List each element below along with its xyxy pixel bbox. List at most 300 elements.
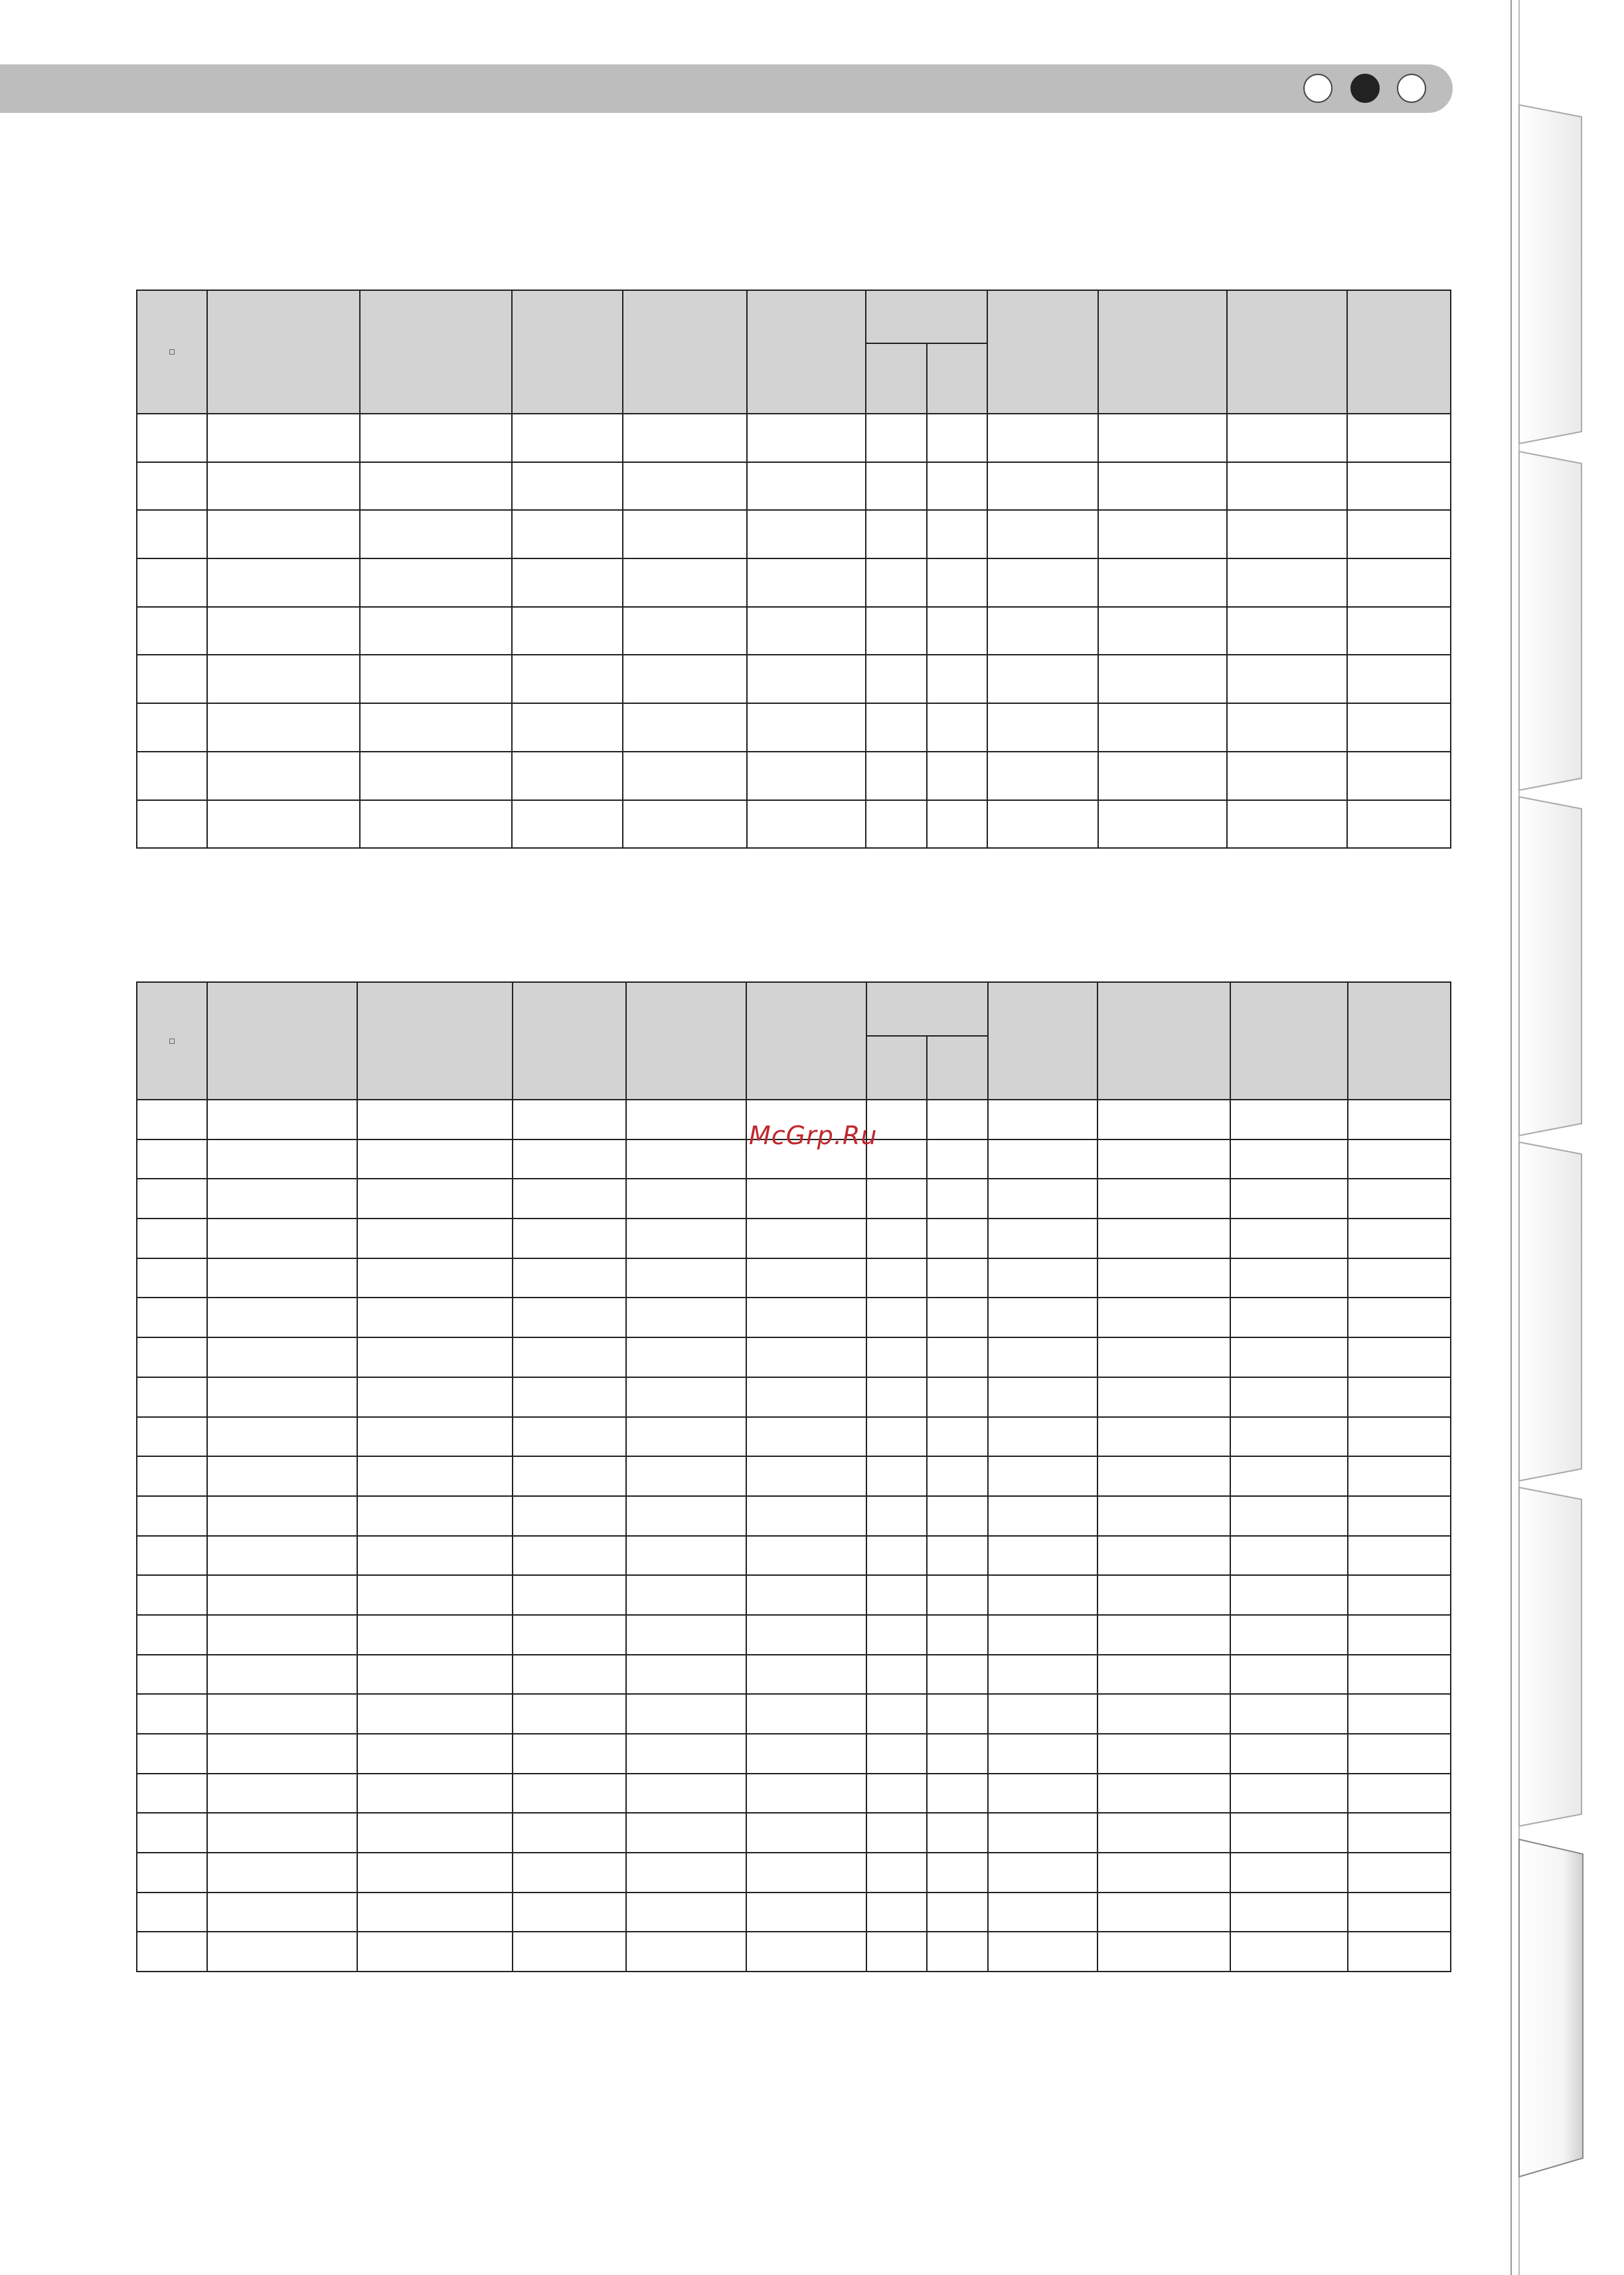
table2-cell	[1348, 1496, 1451, 1536]
table2-cell	[746, 1496, 866, 1536]
tab-2	[1519, 452, 1582, 790]
table2-cell	[626, 1575, 746, 1615]
table1-cell	[927, 752, 987, 800]
table2-cell	[207, 1100, 357, 1139]
table1-cell	[360, 462, 512, 511]
table1-cell	[866, 510, 927, 558]
table2-cell	[1348, 1853, 1451, 1893]
table2-cell	[357, 1774, 513, 1813]
table2-cell	[137, 1893, 207, 1932]
table2-cell	[866, 1496, 927, 1536]
table2-cell	[626, 1496, 746, 1536]
table2-cell	[137, 1694, 207, 1734]
table1-row	[137, 558, 1451, 607]
table2-header-col-2	[207, 982, 357, 1100]
table2-cell	[988, 1139, 1097, 1179]
table2-cell	[1230, 1496, 1348, 1536]
table2-cell	[1230, 1219, 1348, 1258]
table1-header-col-4	[512, 290, 623, 414]
table1-cell	[866, 655, 927, 703]
table2-cell	[357, 1298, 513, 1337]
table2-cell	[626, 1219, 746, 1258]
header-mark	[169, 1039, 175, 1044]
table1-cell	[207, 558, 360, 607]
table1-cell	[747, 558, 866, 607]
table1-cell	[137, 414, 207, 462]
table2-cell	[988, 1258, 1097, 1298]
table2-cell	[927, 1179, 988, 1219]
table1-cell	[137, 607, 207, 655]
table2-cell	[357, 1694, 513, 1734]
table2-cell	[1348, 1298, 1451, 1337]
table1-cell	[866, 607, 927, 655]
table1-cell	[1347, 607, 1451, 655]
table1-cell	[1347, 752, 1451, 800]
table2-cell	[746, 1417, 866, 1457]
table2-cell	[927, 1258, 988, 1298]
table1-cell	[747, 414, 866, 462]
table2-cell	[927, 1774, 988, 1813]
table2-cell	[1230, 1377, 1348, 1417]
table2-cell	[137, 1813, 207, 1853]
table2-cell	[866, 1774, 927, 1813]
table2-cell	[988, 1179, 1097, 1219]
table1-cell	[623, 655, 747, 703]
page-indicator-dot-3	[1397, 74, 1426, 103]
table2-cell	[927, 1417, 988, 1457]
table2-cell	[866, 1932, 927, 1972]
table2-cell	[746, 1615, 866, 1655]
table1-cell	[360, 800, 512, 849]
table2-cell	[137, 1298, 207, 1337]
table2-row	[137, 1298, 1451, 1337]
table1-cell	[1098, 752, 1227, 800]
table2-cell	[927, 1139, 988, 1179]
table2-cell	[357, 1179, 513, 1219]
table2-cell	[513, 1377, 626, 1417]
table2-cell	[626, 1694, 746, 1734]
table2-cell	[866, 1575, 927, 1615]
spec-table-1	[136, 290, 1451, 849]
table2-cell	[1348, 1734, 1451, 1774]
table1-cell	[987, 703, 1098, 752]
table2-cell	[626, 1456, 746, 1496]
table2-cell	[1348, 1219, 1451, 1258]
table2-cell	[513, 1417, 626, 1457]
table2-cell	[207, 1694, 357, 1734]
watermark-text: McGrp.Ru	[749, 1121, 878, 1150]
table2-cell	[746, 1456, 866, 1496]
table1-cell	[747, 752, 866, 800]
table2-cell	[746, 1734, 866, 1774]
table1-cell	[1347, 703, 1451, 752]
table1-cell	[1227, 655, 1347, 703]
table2-cell	[1230, 1694, 1348, 1734]
table2-cell	[866, 1813, 927, 1853]
table1-cell	[137, 703, 207, 752]
table1-header-col-9	[987, 290, 1098, 414]
table2-cell	[513, 1179, 626, 1219]
table2-cell	[207, 1298, 357, 1337]
table2-cell	[207, 1813, 357, 1853]
table2-cell	[626, 1536, 746, 1576]
table2-cell	[927, 1853, 988, 1893]
table2-cell	[927, 1893, 988, 1932]
table2-cell	[1097, 1337, 1230, 1377]
table2-cell	[988, 1932, 1097, 1972]
table2-cell	[988, 1734, 1097, 1774]
table1-cell	[137, 655, 207, 703]
table2-cell	[207, 1893, 357, 1932]
table2-cell	[1230, 1893, 1348, 1932]
table2-cell	[1348, 1377, 1451, 1417]
table2-cell	[626, 1813, 746, 1853]
table2-cell	[927, 1496, 988, 1536]
table2-cell	[626, 1932, 746, 1972]
table2-header-col-1	[137, 982, 207, 1100]
table1-cell	[866, 558, 927, 607]
tab-3	[1519, 797, 1582, 1136]
table2-cell	[1230, 1813, 1348, 1853]
table2-cell	[513, 1615, 626, 1655]
table1-cell	[1098, 414, 1227, 462]
table2-cell	[1097, 1774, 1230, 1813]
table2-cell	[988, 1298, 1097, 1337]
table2-cell	[746, 1694, 866, 1734]
table2-cell	[357, 1575, 513, 1615]
table2-cell	[357, 1853, 513, 1893]
table1-row	[137, 655, 1451, 703]
table1-cell	[137, 800, 207, 849]
table1-row	[137, 510, 1451, 558]
table2-cell	[513, 1496, 626, 1536]
table2-cell	[513, 1258, 626, 1298]
table2-cell	[357, 1377, 513, 1417]
table1-cell	[1098, 800, 1227, 849]
table2-cell	[513, 1893, 626, 1932]
table1-cell	[360, 655, 512, 703]
table2-cell	[1348, 1139, 1451, 1179]
table1-cell	[1227, 414, 1347, 462]
table1-cell	[747, 800, 866, 849]
table2-cell	[137, 1932, 207, 1972]
table2-cell	[513, 1932, 626, 1972]
table1-cell	[927, 510, 987, 558]
table2-cell	[513, 1100, 626, 1139]
table1-cell	[747, 462, 866, 511]
page-indicator-dot-1	[1303, 74, 1333, 103]
table2-cell	[988, 1615, 1097, 1655]
table1-cell	[927, 607, 987, 655]
table1-cell	[207, 655, 360, 703]
table2-cell	[866, 1893, 927, 1932]
table2-cell	[137, 1377, 207, 1417]
table2-cell	[1097, 1734, 1230, 1774]
table2-cell	[988, 1655, 1097, 1695]
table1-header-col-10	[1098, 290, 1227, 414]
table1-cell	[207, 800, 360, 849]
table1-row	[137, 462, 1451, 511]
table1-cell	[360, 703, 512, 752]
table2-cell	[357, 1258, 513, 1298]
table2-cell	[1348, 1417, 1451, 1457]
table1-cell	[512, 607, 623, 655]
table1-cell	[1227, 752, 1347, 800]
table2-cell	[988, 1694, 1097, 1734]
table1-cell	[866, 752, 927, 800]
table2-cell	[207, 1337, 357, 1377]
table2-cell	[626, 1417, 746, 1457]
table1-cell	[866, 414, 927, 462]
table2-row	[137, 1813, 1451, 1853]
table2-cell	[207, 1536, 357, 1576]
table2-cell	[1348, 1536, 1451, 1576]
table2-cell	[1230, 1139, 1348, 1179]
table2-cell	[357, 1734, 513, 1774]
table2-row	[137, 1932, 1451, 1972]
table2-cell	[1097, 1100, 1230, 1139]
table2-cell	[1348, 1258, 1451, 1298]
table2-cell	[137, 1258, 207, 1298]
table2-cell	[1348, 1813, 1451, 1853]
table2-cell	[988, 1853, 1097, 1893]
table2-cell	[513, 1774, 626, 1813]
table2-cell	[207, 1179, 357, 1219]
table2-cell	[1348, 1893, 1451, 1932]
table1-cell	[623, 752, 747, 800]
table2-cell	[866, 1734, 927, 1774]
table1-cell	[512, 558, 623, 607]
table2-cell	[626, 1179, 746, 1219]
table1-cell	[1098, 703, 1227, 752]
table2-cell	[927, 1813, 988, 1853]
table2-cell	[357, 1496, 513, 1536]
table2-cell	[1230, 1536, 1348, 1576]
table2-cell	[1097, 1139, 1230, 1179]
page-indicator-dot-2	[1350, 74, 1380, 103]
table2-cell	[137, 1337, 207, 1377]
table2-cell	[207, 1258, 357, 1298]
table2-cell	[1097, 1417, 1230, 1457]
table1-cell	[1098, 655, 1227, 703]
table1-cell	[360, 752, 512, 800]
table2-cell	[207, 1219, 357, 1258]
table1-cell	[623, 703, 747, 752]
table2-cell	[1348, 1932, 1451, 1972]
table1-cell	[207, 462, 360, 511]
table2-cell	[927, 1734, 988, 1774]
tab-1	[1519, 105, 1582, 444]
table1-cell	[747, 510, 866, 558]
table2-cell	[746, 1932, 866, 1972]
table2-cell	[927, 1219, 988, 1258]
table2-cell	[513, 1655, 626, 1695]
table2-cell	[927, 1694, 988, 1734]
table2-row	[137, 1655, 1451, 1695]
table1-cell	[623, 800, 747, 849]
table2-cell	[207, 1139, 357, 1179]
table2-header-col-5	[626, 982, 746, 1100]
table2-cell	[746, 1813, 866, 1853]
table2-cell	[927, 1615, 988, 1655]
table2-cell	[866, 1536, 927, 1576]
table1-header-col-5	[623, 290, 747, 414]
table1-cell	[927, 462, 987, 511]
tab-4	[1519, 1142, 1582, 1481]
table2-cell	[1097, 1298, 1230, 1337]
table2-cell	[207, 1456, 357, 1496]
table2-cell	[927, 1655, 988, 1695]
table2-cell	[1230, 1615, 1348, 1655]
table1-cell	[512, 655, 623, 703]
table1-header-group	[866, 290, 987, 343]
table1-cell	[927, 414, 987, 462]
table1-cell	[1098, 462, 1227, 511]
table2-cell	[357, 1655, 513, 1695]
table2-cell	[1230, 1100, 1348, 1139]
table1-cell	[866, 703, 927, 752]
table1-cell	[1227, 558, 1347, 607]
table1-body	[137, 414, 1451, 848]
table2-cell	[1230, 1932, 1348, 1972]
table2-cell	[626, 1100, 746, 1139]
table1-cell	[927, 800, 987, 849]
table2-cell	[1348, 1100, 1451, 1139]
table2-cell	[746, 1655, 866, 1695]
table1-row	[137, 752, 1451, 800]
table2-cell	[988, 1377, 1097, 1417]
table2-cell	[1097, 1893, 1230, 1932]
table2-cell	[1230, 1734, 1348, 1774]
table2-cell	[866, 1853, 927, 1893]
table2-cell	[746, 1536, 866, 1576]
table2-cell	[988, 1456, 1097, 1496]
table2-cell	[988, 1100, 1097, 1139]
table2-cell	[1097, 1813, 1230, 1853]
table2-header-col-9	[988, 982, 1097, 1100]
table2-cell	[746, 1575, 866, 1615]
table2-cell	[988, 1337, 1097, 1377]
table2-cell	[866, 1219, 927, 1258]
table2-cell	[1348, 1179, 1451, 1219]
table1-cell	[987, 462, 1098, 511]
table1-cell	[623, 414, 747, 462]
table2-cell	[988, 1813, 1097, 1853]
table2-cell	[357, 1139, 513, 1179]
table2-row	[137, 1496, 1451, 1536]
table2-header-col-3	[357, 982, 513, 1100]
table1-cell	[1227, 800, 1347, 849]
table2-cell	[207, 1417, 357, 1457]
table2-cell	[1097, 1456, 1230, 1496]
table2-cell	[988, 1219, 1097, 1258]
table2-cell	[626, 1615, 746, 1655]
table2-row	[137, 1853, 1451, 1893]
table2-cell	[137, 1219, 207, 1258]
table2-cell	[137, 1853, 207, 1893]
header-mark	[169, 349, 175, 355]
table1-cell	[1098, 558, 1227, 607]
table2-cell	[1097, 1655, 1230, 1695]
table2-cell	[513, 1536, 626, 1576]
section-tab-strip	[1508, 0, 1624, 2275]
table2-cell	[1230, 1853, 1348, 1893]
table2-cell	[513, 1456, 626, 1496]
table2-cell	[207, 1496, 357, 1536]
table2-cell	[513, 1337, 626, 1377]
table2-cell	[207, 1655, 357, 1695]
table2-row	[137, 1337, 1451, 1377]
table2-cell	[207, 1575, 357, 1615]
table2-cell	[1230, 1258, 1348, 1298]
header-bar	[0, 64, 1453, 113]
table1-cell	[512, 800, 623, 849]
table2-cell	[927, 1100, 988, 1139]
table1-cell	[512, 510, 623, 558]
table1-cell	[1347, 414, 1451, 462]
table2-cell	[207, 1734, 357, 1774]
table1-cell	[1227, 703, 1347, 752]
table1-cell	[747, 607, 866, 655]
table1-cell	[927, 655, 987, 703]
table2-cell	[357, 1615, 513, 1655]
table2-cell	[1230, 1456, 1348, 1496]
table2-row	[137, 1179, 1451, 1219]
table2-cell	[1097, 1575, 1230, 1615]
table2-cell	[357, 1813, 513, 1853]
table1-cell	[1227, 462, 1347, 511]
table2-cell	[1097, 1179, 1230, 1219]
table2-header-col-6	[746, 982, 866, 1100]
table2-header-group	[866, 982, 988, 1036]
table2-row	[137, 1734, 1451, 1774]
table2-cell	[988, 1496, 1097, 1536]
table2-cell	[1230, 1337, 1348, 1377]
table2-cell	[626, 1298, 746, 1337]
table1-cell	[207, 510, 360, 558]
table1-cell	[512, 703, 623, 752]
table2-cell	[746, 1298, 866, 1337]
table1-header-col-1	[137, 290, 207, 414]
table1-cell	[987, 510, 1098, 558]
table2-cell	[1097, 1219, 1230, 1258]
table1-cell	[1098, 607, 1227, 655]
table2-cell	[866, 1456, 927, 1496]
table2-cell	[513, 1219, 626, 1258]
table2-cell	[137, 1179, 207, 1219]
table1-row	[137, 607, 1451, 655]
table2-cell	[988, 1575, 1097, 1615]
table2-row	[137, 1417, 1451, 1457]
table1-cell	[1227, 510, 1347, 558]
table2-cell	[137, 1456, 207, 1496]
table2-cell	[1348, 1694, 1451, 1734]
table2-cell	[137, 1100, 207, 1139]
table1-cell	[987, 414, 1098, 462]
table2-cell	[927, 1456, 988, 1496]
table2-cell	[207, 1774, 357, 1813]
table2-cell	[866, 1337, 927, 1377]
table2-cell	[626, 1893, 746, 1932]
table2-row	[137, 1456, 1451, 1496]
table1-header-col-6	[747, 290, 866, 414]
table2-cell	[137, 1417, 207, 1457]
table2-cell	[626, 1139, 746, 1179]
table2-cell	[866, 1694, 927, 1734]
table2-cell	[866, 1417, 927, 1457]
table2-cell	[626, 1734, 746, 1774]
table1-cell	[360, 510, 512, 558]
